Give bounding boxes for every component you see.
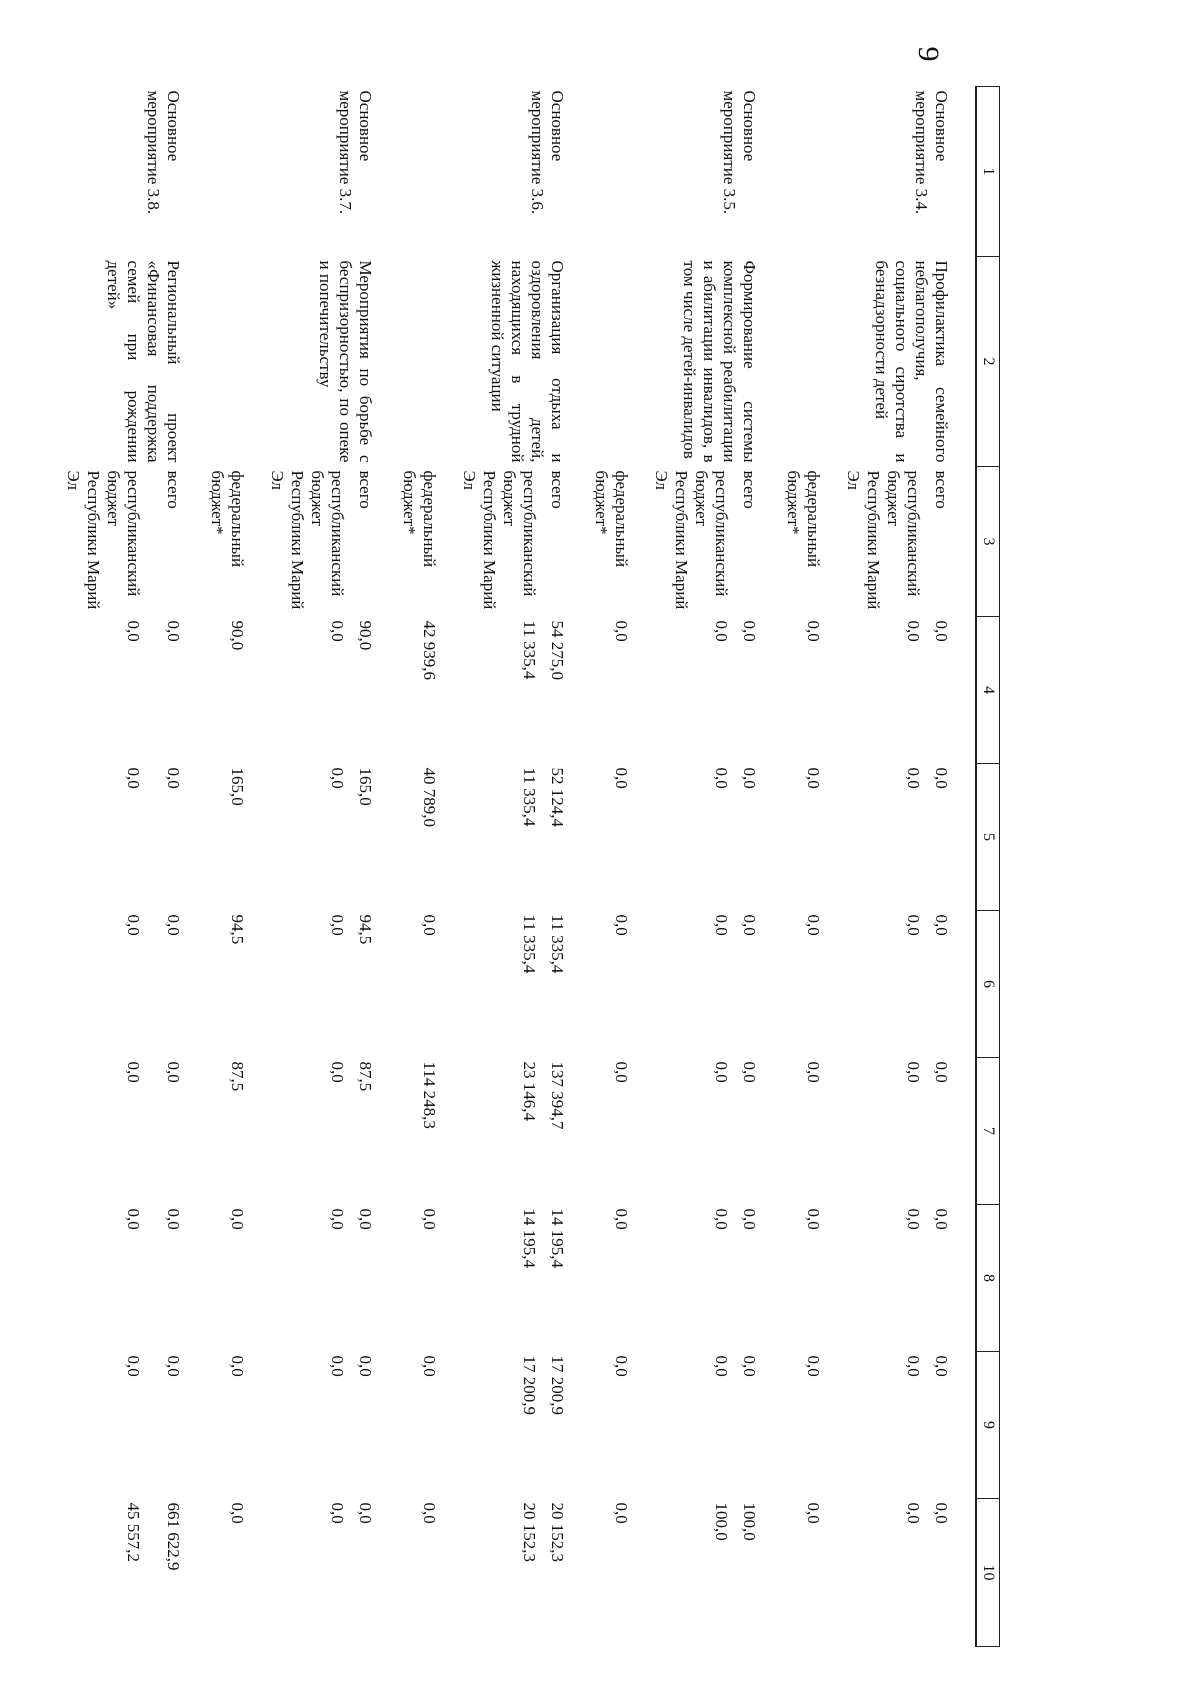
amount-cell: 52 124,4 [548, 767, 567, 827]
column-header: 3 [976, 467, 1000, 617]
amount-cell: 0,0 [932, 1355, 951, 1377]
amount-cell: 14 195,4 [548, 1208, 567, 1268]
amount-cell: 0,0 [164, 914, 183, 936]
column-header: 4 [976, 617, 1000, 764]
amount-cell: 40 789,0 [420, 767, 439, 827]
amount-cell: 0,0 [740, 767, 759, 789]
funding-source: федеральный бюджет* [592, 470, 631, 568]
amount-cell: 11 335,4 [520, 767, 539, 827]
amount-cell: 0,0 [164, 620, 183, 642]
amount-cell: 0,0 [612, 1355, 631, 1377]
amount-cell: 0,0 [904, 767, 923, 789]
amount-cell: 0,0 [740, 620, 759, 642]
amount-cell: 0,0 [712, 767, 731, 789]
amount-cell: 0,0 [164, 1208, 183, 1230]
amount-cell: 0,0 [904, 914, 923, 936]
table-body [63, 87, 976, 1647]
column-header: 2 [976, 257, 1000, 467]
measure-code: Основное мероприятие 3.4. [912, 90, 951, 215]
amount-cell: 90,0 [228, 620, 247, 651]
amount-cell: 0,0 [712, 1208, 731, 1230]
measure-code: Основное мероприятие 3.7. [336, 90, 375, 215]
amount-cell: 0,0 [904, 1208, 923, 1230]
amount-cell: 0,0 [932, 1208, 951, 1230]
amount-cell: 0,0 [740, 914, 759, 936]
measure-name: Организация отдыха и оздоровления детей, находящихся в трудной жизненной ситуации [488, 260, 567, 463]
amount-cell: 0,0 [612, 767, 631, 789]
amount-cell: 0,0 [904, 620, 923, 642]
amount-cell: 0,0 [904, 1355, 923, 1377]
amount-cell: 0,0 [804, 620, 823, 642]
funding-source: федеральный бюджет* [400, 470, 439, 568]
amount-cell: 0,0 [804, 1208, 823, 1230]
funding-source: всего [740, 470, 759, 509]
table-row [163, 87, 207, 1647]
amount-cell: 0,0 [932, 620, 951, 642]
funding-source: всего [932, 470, 951, 509]
measure-name: Профилактика семейного неблагополучия, социального сиротства и безнадзорности детей [872, 260, 951, 463]
amount-cell: 0,0 [356, 1355, 375, 1377]
column-header: 9 [976, 1352, 1000, 1499]
measure-code: Основное мероприятие 3.6. [528, 90, 567, 215]
amount-cell: 0,0 [712, 914, 731, 936]
column-number-row [976, 87, 1000, 1647]
amount-cell: 0,0 [932, 1061, 951, 1083]
amount-cell: 0,0 [712, 620, 731, 642]
amount-cell: 0,0 [420, 914, 439, 936]
measure-name: Формирование системы комплексной реабилитации и абилитации инвалидов, в том числе детей-инвалидов [680, 260, 759, 463]
amount-cell: 137 394,7 [548, 1061, 567, 1130]
amount-cell: 0,0 [420, 1355, 439, 1377]
amount-cell: 0,0 [804, 767, 823, 789]
amount-cell: 0,0 [932, 767, 951, 789]
amount-cell: 17 200,9 [548, 1355, 567, 1415]
amount-cell: 0,0 [328, 1355, 347, 1377]
amount-cell: 0,0 [124, 1355, 143, 1377]
amount-cell: 100,0 [712, 1502, 731, 1541]
amount-cell: 0,0 [612, 620, 631, 642]
funding-source: всего [548, 470, 567, 509]
amount-cell: 94,5 [228, 914, 247, 945]
amount-cell: 0,0 [228, 1502, 247, 1524]
amount-cell: 11 335,4 [520, 620, 539, 680]
amount-cell: 0,0 [164, 1355, 183, 1377]
amount-cell: 0,0 [932, 1502, 951, 1524]
amount-cell: 0,0 [740, 1061, 759, 1083]
funding-source: республиканский бюджет Республики Марий Эл [268, 470, 347, 610]
amount-cell: 0,0 [612, 1208, 631, 1230]
amount-cell: 165,0 [228, 767, 247, 806]
amount-cell: 0,0 [124, 914, 143, 936]
amount-cell: 0,0 [164, 767, 183, 789]
amount-cell: 11 335,4 [548, 914, 567, 974]
amount-cell: 0,0 [740, 1208, 759, 1230]
amount-cell: 0,0 [740, 1355, 759, 1377]
amount-cell: 23 146,4 [520, 1061, 539, 1121]
amount-cell: 90,0 [356, 620, 375, 651]
funding-source: республиканский бюджет Республики Марий Эл [460, 470, 539, 610]
amount-cell: 87,5 [356, 1061, 375, 1092]
amount-cell: 0,0 [612, 914, 631, 936]
amount-cell: 14 195,4 [520, 1208, 539, 1268]
amount-cell: 165,0 [356, 767, 375, 806]
rotated-table-canvas [64, 86, 1000, 1646]
amount-cell: 0,0 [328, 1061, 347, 1083]
amount-cell: 0,0 [124, 767, 143, 789]
table-row [355, 87, 399, 1647]
amount-cell: 94,5 [356, 914, 375, 945]
table-row [547, 87, 591, 1647]
amount-cell: 0,0 [356, 1502, 375, 1524]
funding-source: федеральный бюджет* [784, 470, 823, 568]
amount-cell: 0,0 [328, 1502, 347, 1524]
amount-cell: 0,0 [804, 1502, 823, 1524]
amount-cell: 0,0 [328, 914, 347, 936]
funding-source: федеральный бюджет* [208, 470, 247, 568]
amount-cell: 100,0 [740, 1502, 759, 1541]
amount-cell: 42 939,6 [420, 620, 439, 680]
amount-cell: 0,0 [328, 1208, 347, 1230]
amount-cell: 20 152,3 [548, 1502, 567, 1562]
funding-source: всего [164, 470, 183, 509]
amount-cell: 0,0 [228, 1355, 247, 1377]
column-header: 7 [976, 1058, 1000, 1205]
funding-source: всего [356, 470, 375, 509]
amount-cell: 0,0 [164, 1061, 183, 1083]
amount-cell: 0,0 [228, 1208, 247, 1230]
amount-cell: 114 248,3 [420, 1061, 439, 1129]
measure-code: Основное мероприятие 3.5. [720, 90, 759, 215]
column-header: 5 [976, 764, 1000, 911]
column-header: 8 [976, 1205, 1000, 1352]
page-number: 9 [912, 46, 945, 62]
measure-name: Мероприятия по борьбе с беспризорностью, по опеке и попечительству [316, 260, 375, 463]
amount-cell: 0,0 [420, 1208, 439, 1230]
funding-source: республиканский бюджет Республики Марий Эл [652, 470, 731, 610]
table-row [739, 87, 783, 1647]
table-row [931, 87, 976, 1647]
amount-cell: 0,0 [420, 1502, 439, 1524]
amount-cell: 0,0 [804, 1061, 823, 1083]
amount-cell: 0,0 [932, 914, 951, 936]
measure-name: Региональный проект «Финансовая поддержка семей при рождении детей» [104, 260, 183, 463]
amount-cell: 17 200,9 [520, 1355, 539, 1415]
amount-cell: 0,0 [904, 1502, 923, 1524]
amount-cell: 0,0 [712, 1061, 731, 1083]
amount-cell: 11 335,4 [520, 914, 539, 974]
column-header: 6 [976, 911, 1000, 1058]
amount-cell: 0,0 [612, 1061, 631, 1083]
amount-cell: 0,0 [712, 1355, 731, 1377]
amount-cell: 20 152,3 [520, 1502, 539, 1562]
budget-table [63, 86, 1000, 1647]
amount-cell: 0,0 [356, 1208, 375, 1230]
amount-cell: 0,0 [904, 1061, 923, 1083]
amount-cell: 0,0 [124, 620, 143, 642]
amount-cell: 0,0 [804, 1355, 823, 1377]
column-header: 10 [976, 1499, 1000, 1647]
amount-cell: 661 622,9 [164, 1502, 183, 1571]
amount-cell: 0,0 [124, 1061, 143, 1083]
amount-cell: 0,0 [328, 767, 347, 789]
funding-source: республиканский бюджет Республики Марий Эл [844, 470, 923, 610]
amount-cell: 0,0 [124, 1208, 143, 1230]
amount-cell: 0,0 [612, 1502, 631, 1524]
funding-source: республиканский бюджет Республики Марий Эл [64, 470, 143, 610]
amount-cell: 45 557,2 [124, 1502, 143, 1562]
amount-cell: 0,0 [328, 620, 347, 642]
column-header: 1 [976, 87, 1000, 257]
measure-code: Основное мероприятие 3.8. [144, 90, 183, 215]
amount-cell: 54 275,0 [548, 620, 567, 680]
amount-cell: 0,0 [804, 914, 823, 936]
amount-cell: 87,5 [228, 1061, 247, 1092]
